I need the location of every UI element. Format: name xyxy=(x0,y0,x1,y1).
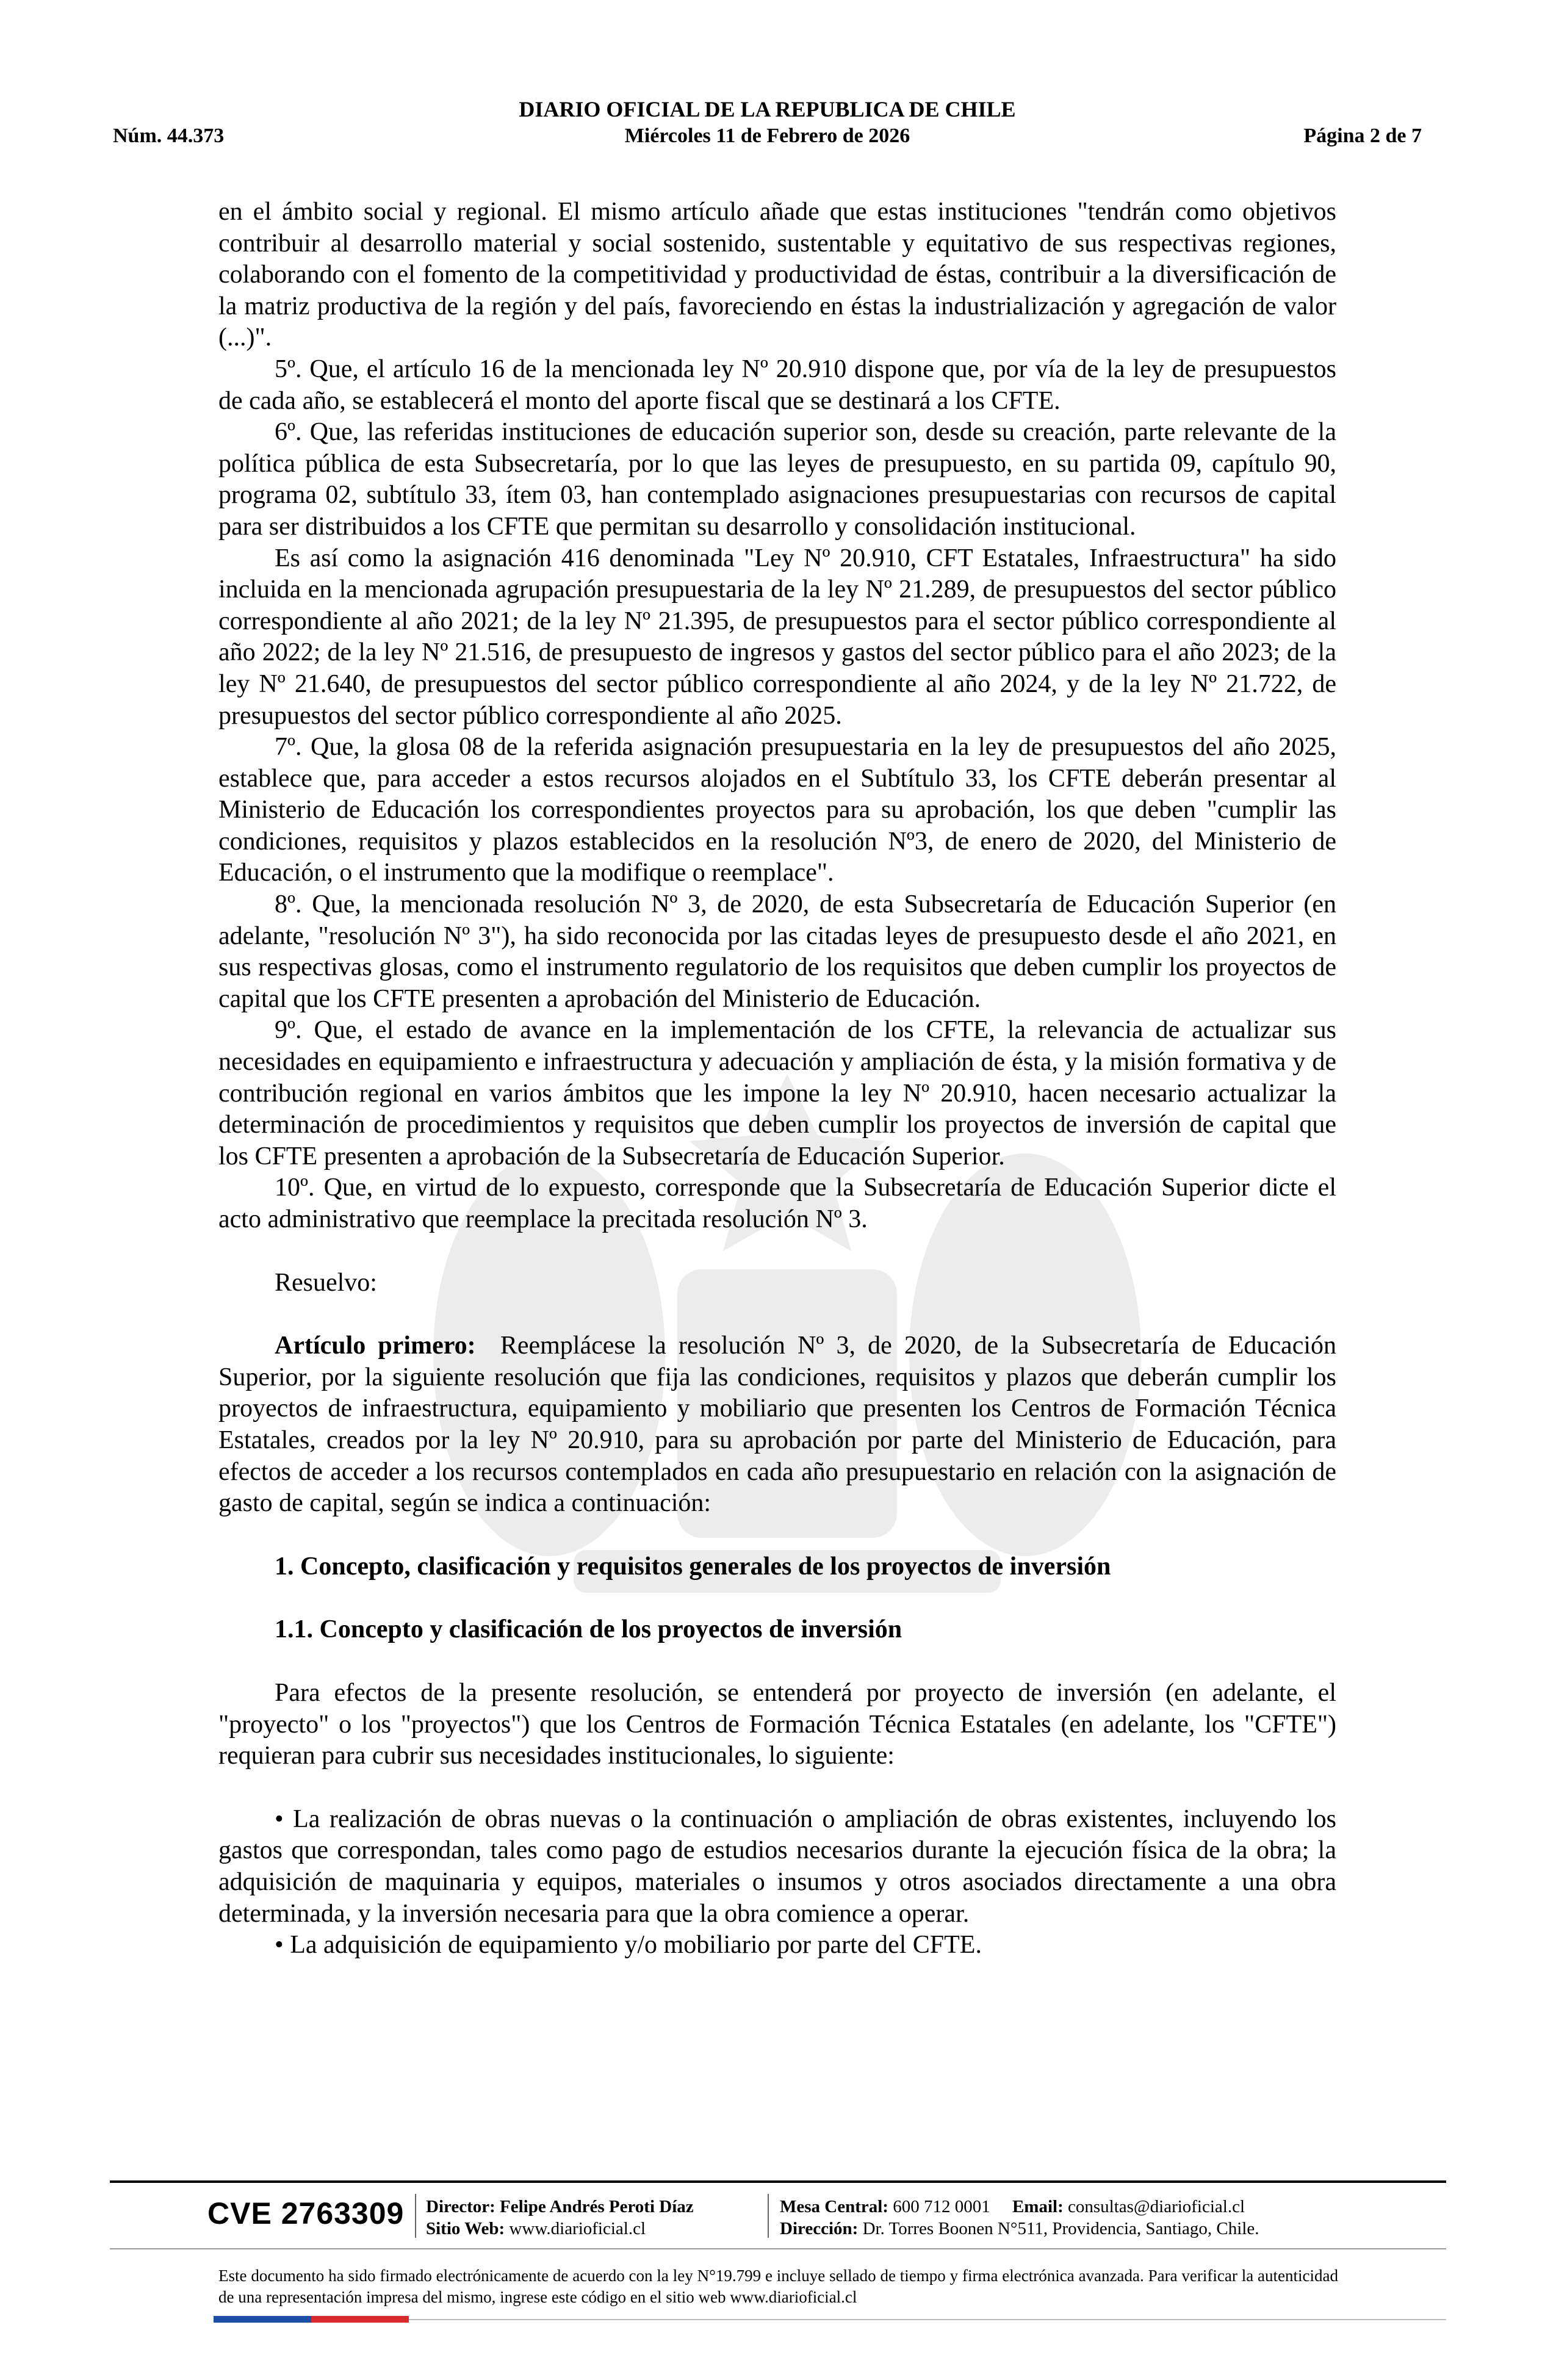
footer-divider-thin xyxy=(110,2248,1446,2249)
gazette-title: DIARIO OFICIAL DE LA REPUBLICA DE CHILE xyxy=(519,97,1016,121)
resolution-label: Resuelvo: xyxy=(275,1268,377,1297)
address-label: Dirección: xyxy=(780,2219,859,2238)
phone-label: Mesa Central: xyxy=(780,2197,888,2216)
paragraph: Para efectos de la presente resolución, se entenderá por proyecto de inversión (en adelante, el "proyecto" o los "proyectos") que los Centros de Formación Técnica Estatales (en adelante, los "CFTE") requieran para cubrir sus necesidades institucionales, lo siguiente: xyxy=(218,1678,1336,1770)
bullet-item: • La realización de obras nuevas o la continuación o ampliación de obras existentes, incluyendo los gastos que correspondan, tales como pago de estudios necesarios durante la ejecución física de la obra; la adquisición de maquinaria y equipos, materiales o insumos y otros asociados directamente a una obra determinada, y la inversión necesaria para que la obra comience a operar. xyxy=(218,1805,1336,1928)
cve-code: CVE 2763309 xyxy=(207,2196,405,2230)
issue-date: Miércoles 11 de Febrero de 2026 xyxy=(624,124,910,147)
paragraph: 8º. Que, la mencionada resolución Nº 3, de 2020, de esta Subsecretaría de Educación Superior (en adelante, "resolución Nº 3"), ha sido reconocida por las citadas leyes de presupuesto desde el año 2021, en sus respectivas glosas, como el instrumento regulatorio de los requisitos que deben cumplir los proyectos de capital que los CFTE presenten a aprobación del Ministerio de Educación. xyxy=(218,890,1336,1013)
article-text: Reemplácese la resolución Nº 3, de 2020, de la Subsecretaría de Educación Superior, por la siguiente resolución que fija las condiciones, requisitos y plazos que deberán cumplir los proyectos de infraestructura, equipamiento y mobiliario que presenten los Centros de Formación Técnica Estatales, creados por la ley Nº 20.910, para su aprobación por parte del Ministerio de Educación, para efectos de acceder a los recursos contemplados en cada año presupuestario en relación con la asignación de gasto de capital, según se indica a continuación: xyxy=(218,1332,1337,1518)
article-label: Artículo primero: xyxy=(275,1332,476,1360)
paragraph: Es así como la asignación 416 denominada "Ley Nº 20.910, CFT Estatales, Infraestructura" ha sido incluida en la mencionada agrupación presupuestaria de la ley Nº 21.289, de presupuestos del sector público correspondiente al año 2021; de la ley Nº 21.395, de presupuestos para el sector público correspondiente al año 2022; de la ley Nº 21.516, de presupuesto de ingresos y gastos del sector público para el año 2023; de la ley Nº 21.640, de presupuestos del sector público correspondiente al año 2024, y de la ley Nº 21.722, de presupuestos del sector público correspondiente al año 2025. xyxy=(218,544,1336,730)
paragraph: 7º. Que, la glosa 08 de la referida asignación presupuestaria en la ley de presupuestos del año 2025, establece que, para acceder a estos recursos alojados en el Subtítulo 33, los CFTE deberán presentar al Ministerio de Educación los correspondientes proyectos para su aprobación, los que deben "cumplir las condiciones, requisitos y plazos establecidos en la resolución Nº3, de enero de 2020, del Ministerio de Educación, o el instrumento que la modifique o reemplace". xyxy=(218,733,1336,887)
flag-red-segment xyxy=(311,2316,409,2323)
director-label: Director: xyxy=(426,2197,495,2216)
address: Dr. Torres Boonen N°511, Providencia, Santiago, Chile. xyxy=(862,2219,1259,2238)
bullet-item: • La adquisición de equipamiento y/o mobiliario por parte del CFTE. xyxy=(275,1931,982,1960)
paragraph: 6º. Que, las referidas instituciones de educación superior son, desde su creación, parte relevante de la política pública de esta Subsecretaría, por lo que las leyes de presupuesto, en su partida 09, capítulo 90, programa 02, subtítulo 33, ítem 03, han contemplado asignaciones presupuestarias con recursos de capital para ser distribuidos a los CFTE que permitan su desarrollo y consolidación institucional. xyxy=(218,418,1336,541)
footer-contact-column xyxy=(780,2196,1259,2240)
email-link[interactable]: consultas@diarioficial.cl xyxy=(1068,2197,1245,2216)
footer-divider xyxy=(110,2180,1446,2183)
email-label: Email: xyxy=(1012,2197,1064,2216)
page-indicator: Página 2 de 7 xyxy=(1303,124,1422,147)
footer-director-column xyxy=(426,2196,694,2240)
subsection-heading: 1.1. Concepto y clasificación de los proyectos de inversión xyxy=(275,1615,902,1644)
footer-separator xyxy=(768,2194,769,2238)
page-header xyxy=(113,92,1422,153)
paragraph: 5º. Que, el artículo 16 de la mencionada ley Nº 20.910 dispone que, por vía de la ley de presupuestos de cada año, se establecerá el monto del aporte fiscal que se destinará a los CFTE. xyxy=(218,355,1336,415)
website-link[interactable]: www.diarioficial.cl xyxy=(509,2219,646,2238)
issue-number: Núm. 44.373 xyxy=(113,124,225,147)
paragraph: 10º. Que, en virtud de lo expuesto, corresponde que la Subsecretaría de Educación Superior dicte el acto administrativo que reemplace la precitada resolución Nº 3. xyxy=(218,1174,1336,1233)
director-name: Felipe Andrés Peroti Díaz xyxy=(500,2197,694,2216)
flag-blue-segment xyxy=(214,2316,311,2323)
footer-rule xyxy=(409,2319,1446,2320)
website-label: Sitio Web: xyxy=(426,2219,505,2238)
paragraph: 9º. Que, el estado de avance en la implementación de los CFTE, la relevancia de actualizar sus necesidades en equipamiento e infraestructura y adecuación y ampliación de ésta, y la misión formativa y de contribución regional en varios ámbitos que les impone la ley Nº 20.910, hacen necesario actualizar la determinación de procedimientos y requisitos que deben cumplir los proyectos de inversión de capital que los CFTE presenten a aprobación de la Subsecretaría de Educación Superior. xyxy=(218,1016,1336,1170)
article-paragraph xyxy=(218,1330,1336,1520)
signature-disclaimer: Este documento ha sido firmado electrónicamente de acuerdo con la ley N°19.799 e incluye sellado de tiempo y firma electrónica avanzada. Para verificar la autenticidad de una representación impresa del mismo, ingrese este código en el sitio web www.diarioficial.cl xyxy=(218,2266,1338,2306)
paragraph: en el ámbito social y regional. El mismo artículo añade que estas instituciones "tendrán como objetivos contribuir al desarrollo material y social sostenido, sustentable y equitativo de sus respectivas regiones, colaborando con el fomento de la competitividad y productividad de éstas, contribuir a la diversificación de la matriz productiva de la región y del país, favoreciendo en éstas la industrialización y agregación de valor (...)". xyxy=(218,198,1336,352)
footer-separator xyxy=(415,2194,416,2238)
phone-number: 600 712 0001 xyxy=(893,2197,990,2216)
section-heading: 1. Concepto, clasificación y requisitos generales de los proyectos de inversión xyxy=(275,1552,1111,1581)
document-body xyxy=(218,197,1336,1961)
flag-stripe xyxy=(214,2316,409,2323)
